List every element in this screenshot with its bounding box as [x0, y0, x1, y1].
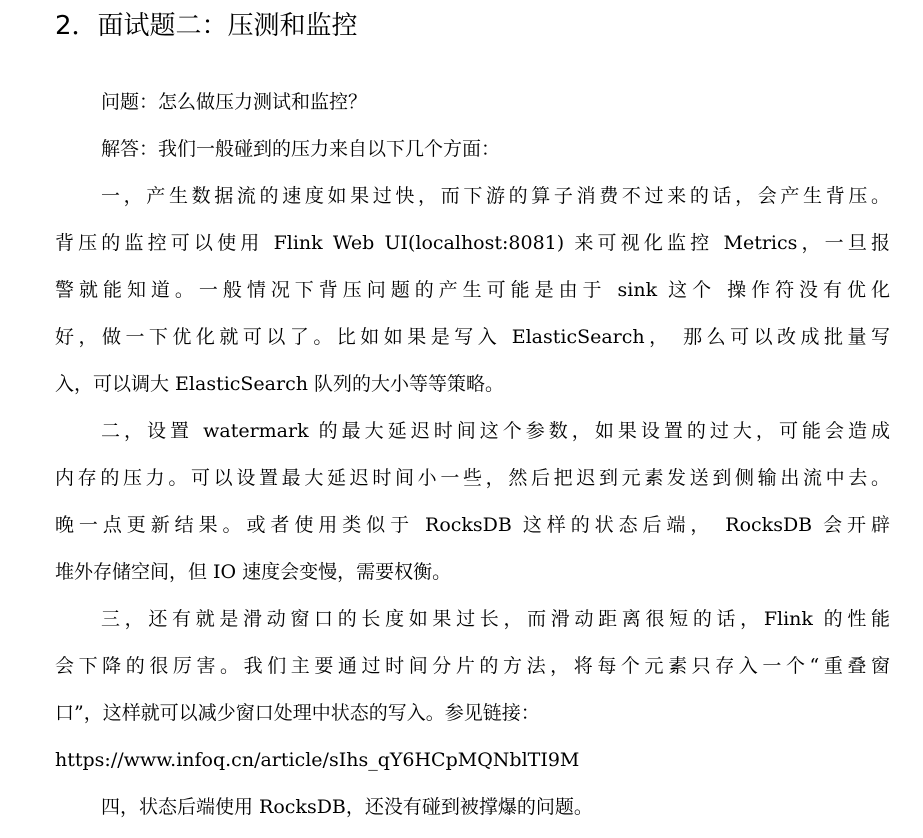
point-two-line-2: 内存的压力。可以设置最大延迟时间小一些，然后把迟到元素发送到侧输出流中去。	[55, 467, 890, 489]
point-three-line-3: 口”，这样就可以减少窗口处理中状态的写入。参见链接：	[55, 702, 540, 724]
answer-intro-line: 解答：我们一般碰到的压力来自以下几个方面：	[101, 138, 501, 160]
point-three-line-2: 会下降的很厉害。我们主要通过时间分片的方法，将每个元素只存入一个“重叠窗	[55, 655, 890, 677]
question-line: 问题：怎么做压力测试和监控？	[101, 91, 368, 113]
point-one-line-5: 入，可以调大 ElasticSearch 队列的大小等等策略。	[55, 373, 505, 395]
point-one-line-3: 警就能知道。一般情况下背压问题的产生可能是由于 sink 这个 操作符没有优化	[55, 279, 890, 301]
point-four-line: 四，状态后端使用 RocksDB，还没有碰到被撑爆的问题。	[101, 796, 593, 818]
reference-link: https://www.infoq.cn/article/sIhs_qY6HCpMQNblTI9M	[55, 749, 580, 771]
section-heading: 2．面试题二：压测和监控	[55, 11, 358, 41]
point-two-line-1: 二，设置 watermark 的最大延迟时间这个参数，如果设置的过大，可能会造成	[101, 420, 890, 442]
point-one-line-2: 背压的监控可以使用 Flink Web UI(localhost:8081) 来可视化监控 Metrics，一旦报	[55, 232, 890, 254]
point-one-line-4: 好，做一下优化就可以了。比如如果是写入 ElasticSearch， 那么可以改成批量写	[55, 326, 890, 348]
point-two-line-4: 堆外存储空间，但 IO 速度会变慢，需要权衡。	[55, 561, 452, 583]
point-three-line-1: 三，还有就是滑动窗口的长度如果过长，而滑动距离很短的话，Flink 的性能	[101, 608, 890, 630]
point-one-line-1: 一，产生数据流的速度如果过快，而下游的算子消费不过来的话，会产生背压。	[101, 185, 890, 207]
point-two-line-3: 晚一点更新结果。或者使用类似于 RocksDB 这样的状态后端， RocksDB 会开辟	[55, 514, 890, 536]
